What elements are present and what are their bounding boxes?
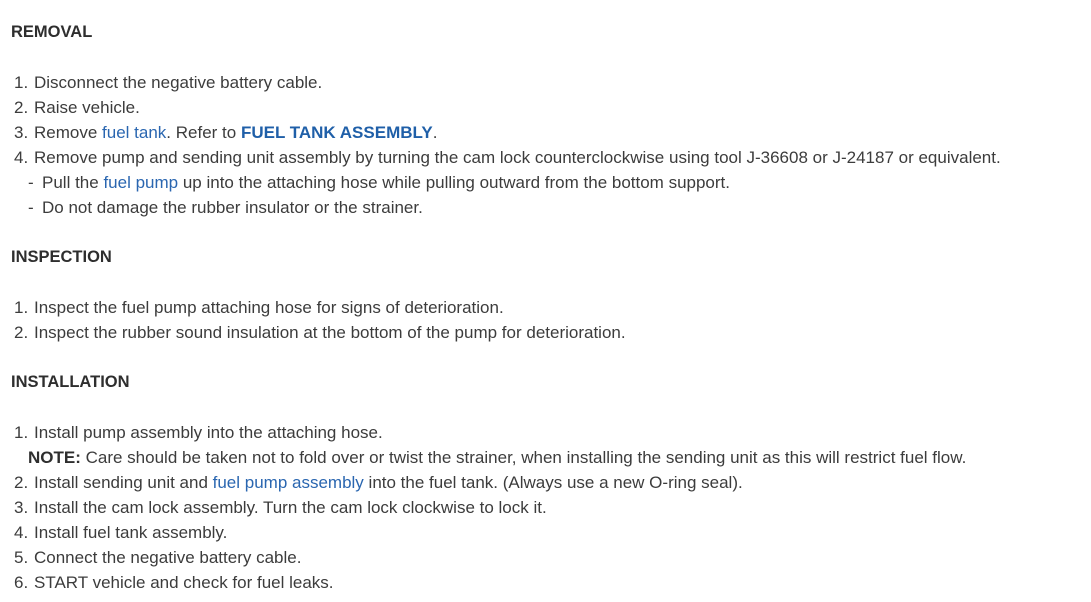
step-text: Disconnect the negative battery cable. — [34, 73, 323, 92]
inspection-step-1 — [14, 295, 504, 320]
removal-substep-1 — [28, 170, 730, 195]
installation-step-6 — [14, 570, 334, 595]
step-text: START vehicle and check for fuel leaks. — [34, 573, 334, 592]
installation-step-1 — [14, 420, 383, 445]
step-number: 6. — [14, 573, 29, 592]
step-text-post: . — [432, 123, 438, 142]
step-number: 4. — [14, 523, 29, 542]
step-text-pre: Remove — [34, 123, 103, 142]
step-text-post: into the fuel tank. (Always use a new O-ring seal). — [363, 473, 743, 492]
removal-step-2 — [14, 95, 140, 120]
step-number: 1. — [14, 298, 29, 317]
step-number: 5. — [14, 548, 29, 567]
step-text: Install the cam lock assembly. Turn the cam lock clockwise to lock it. — [34, 498, 547, 517]
step-text-pre: Install sending unit and — [34, 473, 213, 492]
substep-text-pre: Pull the — [42, 173, 104, 192]
step-text: Connect the negative battery cable. — [34, 548, 302, 567]
removal-step-4 — [14, 145, 1001, 170]
installation-heading: INSTALLATION — [11, 373, 130, 391]
installation-step-4 — [14, 520, 227, 545]
step-text: Inspect the fuel pump attaching hose for signs of deterioration. — [34, 298, 504, 317]
removal-step-1 — [14, 70, 322, 95]
step-text-mid: . Refer to — [166, 123, 241, 142]
step-number: 2. — [14, 98, 29, 117]
installation-step-3 — [14, 495, 547, 520]
removal-step-3 — [14, 120, 437, 145]
note-text: Care should be taken not to fold over or twist the strainer, when installing the sending unit as this will restrict fuel flow. — [80, 448, 967, 467]
inspection-heading: INSPECTION — [11, 248, 112, 266]
step-text: Install pump assembly into the attaching hose. — [34, 423, 383, 442]
installation-note — [28, 445, 966, 470]
step-number: 1. — [14, 423, 29, 442]
step-text: Inspect the rubber sound insulation at the bottom of the pump for deterioration. — [34, 323, 626, 342]
step-text: Remove pump and sending unit assembly by turning the cam lock counterclockwise using tool J-36608 or J-24187 or equivalent. — [34, 148, 1001, 167]
step-text: Install fuel tank assembly. — [34, 523, 228, 542]
fuel-pump-link[interactable]: fuel pump — [103, 173, 179, 192]
note-label: NOTE: — [28, 448, 81, 467]
fuel-tank-assembly-link[interactable]: FUEL TANK ASSEMBLY — [240, 123, 433, 142]
fuel-tank-link[interactable]: fuel tank — [102, 123, 167, 142]
step-number: 3. — [14, 498, 29, 517]
installation-step-5 — [14, 545, 301, 570]
step-number: 4. — [14, 148, 29, 167]
bullet-dash: - — [28, 198, 34, 217]
removal-substep-2 — [28, 195, 423, 220]
step-text: Raise vehicle. — [34, 98, 140, 117]
removal-heading: REMOVAL — [11, 23, 93, 41]
inspection-step-2 — [14, 320, 626, 345]
bullet-dash: - — [28, 173, 34, 192]
step-number: 3. — [14, 123, 29, 142]
step-number: 2. — [14, 473, 29, 492]
fuel-pump-assembly-link[interactable]: fuel pump assembly — [212, 473, 364, 492]
installation-step-2 — [14, 470, 743, 495]
substep-text: Do not damage the rubber insulator or the strainer. — [42, 198, 423, 217]
step-number: 2. — [14, 323, 29, 342]
substep-text-post: up into the attaching hose while pulling outward from the bottom support. — [178, 173, 730, 192]
step-number: 1. — [14, 73, 29, 92]
